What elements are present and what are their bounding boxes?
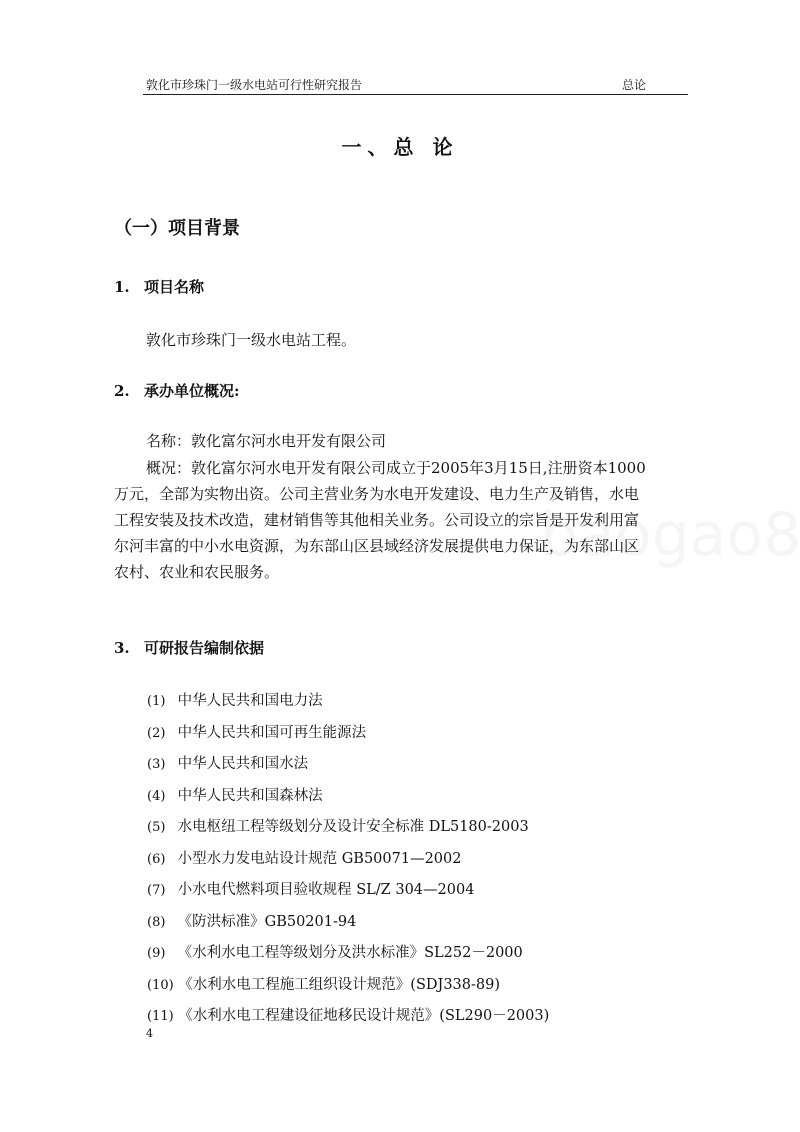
overview-line: 农村、农业和农民服务。 xyxy=(114,563,280,581)
project-name-text: 敦化市珍珠门一级水电站工程。 xyxy=(146,331,357,349)
page-number: 4 xyxy=(146,1027,153,1040)
list-text: 《水利水电工程建设征地移民设计规范》(SL290－2003) xyxy=(178,1008,550,1024)
item-number: 3. xyxy=(114,639,130,657)
list-text: 中华人民共和国电力法 xyxy=(177,693,323,709)
list-item xyxy=(147,875,549,907)
list-text: 中华人民共和国水法 xyxy=(177,756,309,772)
overview-line: 概况：敦化富尔河水电开发有限公司成立于2005年3月15日,注册资本1000 xyxy=(146,459,646,477)
item-heading-company xyxy=(114,380,240,401)
list-text: 《防洪标准》GB50201-94 xyxy=(177,913,357,930)
list-item xyxy=(147,1001,549,1033)
list-text: 水电枢纽工程等级划分及设计安全标准 DL5180-2003 xyxy=(177,819,529,835)
list-text: 中华人民共和国可再生能源法 xyxy=(177,724,367,741)
basis-list xyxy=(147,686,549,1033)
list-item xyxy=(147,749,549,781)
company-name-line: 名称：敦化富尔河水电开发有限公司 xyxy=(146,432,387,450)
overview-line: 工程安装及技术改造，建材销售等其他相关业务。公司设立的宗旨是开发利用富 xyxy=(114,511,640,529)
header-doc-title: 敦化市珍珠门一级水电站可行性研究报告 xyxy=(146,78,363,92)
list-index: (3) xyxy=(147,757,166,772)
list-index: (7) xyxy=(147,883,166,898)
list-index: (4) xyxy=(147,788,166,804)
item-heading-project-name xyxy=(114,276,204,297)
main-title: 一、总 论 xyxy=(341,135,459,159)
overview-line: 尔河丰富的中小水电资源，为东部山区县域经济发展提供电力保证，为东部山区 xyxy=(114,537,640,555)
list-text: 《水利水电工程施工组织设计规范》(SDJ338-89) xyxy=(178,976,501,993)
list-text: 中华人民共和国森林法 xyxy=(177,787,323,804)
list-index: (10) xyxy=(147,977,174,993)
list-index: (6) xyxy=(147,851,166,867)
section-heading: （一）项目背景 xyxy=(114,218,240,239)
item-title: 可研报告编制依据 xyxy=(144,639,265,657)
item-title: 项目名称 xyxy=(144,278,205,296)
list-text: 小水电代燃料项目验收规程 SL/Z 304—2004 xyxy=(177,882,475,898)
list-item xyxy=(147,812,549,844)
list-item xyxy=(147,844,549,876)
list-text: 《水利水电工程等级划分及洪水标准》SL252－2000 xyxy=(177,945,523,961)
overview-line: 万元，全部为实物出资。公司主营业务为水电开发建设、电力生产及销售，水电 xyxy=(114,485,640,503)
item-title: 承办单位概况: xyxy=(144,382,240,400)
list-item xyxy=(147,718,549,750)
list-text: 小型水力发电站设计规范 GB50071—2002 xyxy=(177,850,462,867)
item-number: 2. xyxy=(114,382,130,400)
header-section-name: 总论 xyxy=(621,78,646,92)
list-index: (8) xyxy=(147,914,166,930)
item-heading-basis xyxy=(114,637,264,658)
list-index: (9) xyxy=(147,946,166,961)
list-index: (5) xyxy=(147,820,166,835)
item-number: 1. xyxy=(114,278,130,296)
list-index: (11) xyxy=(147,1009,174,1024)
list-index: (2) xyxy=(147,725,166,741)
list-item xyxy=(147,938,549,970)
list-item xyxy=(147,907,549,939)
list-item xyxy=(147,781,549,813)
list-index: (1) xyxy=(147,694,166,709)
list-item xyxy=(147,686,549,718)
company-overview xyxy=(114,455,689,585)
page-header xyxy=(143,76,688,95)
list-item xyxy=(147,970,549,1002)
